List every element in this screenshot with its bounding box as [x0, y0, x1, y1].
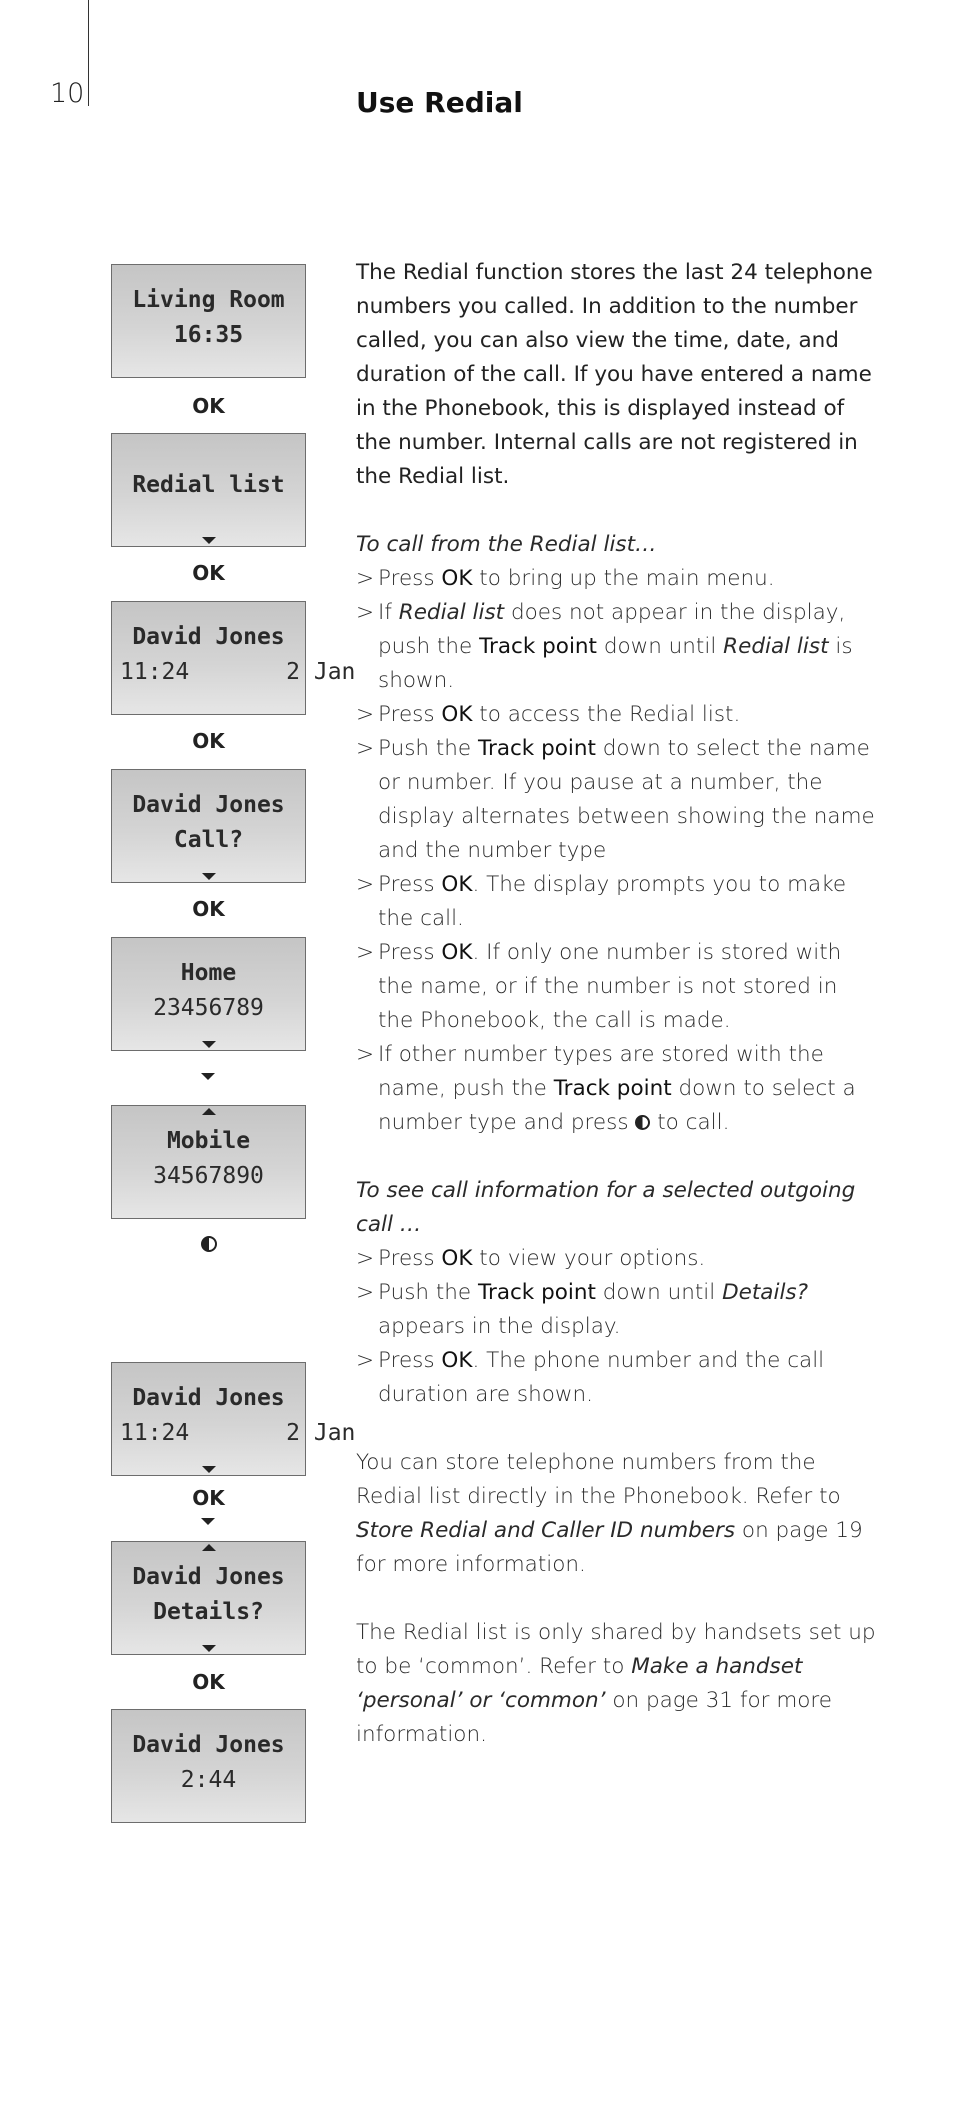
list-item: > Press OK to access the Redial list.	[356, 698, 876, 732]
scroll-down-icon	[202, 1645, 216, 1652]
display-redial-list: Redial list	[111, 433, 306, 547]
scroll-down-icon	[202, 537, 216, 544]
arrow-down-icon	[201, 1518, 215, 1525]
list-item: > Press OK. If only one number is stored with the name, or if the number is not stored in the Phonebook, the call is made.	[356, 936, 876, 1038]
call-info-steps-list	[356, 1242, 876, 1412]
half-circle-icon	[635, 1115, 650, 1130]
scroll-down-icon	[202, 873, 216, 880]
display-call-duration: David Jones 2:44	[111, 1709, 306, 1823]
scroll-up-icon	[202, 1108, 216, 1115]
ok-label: OK	[192, 1670, 225, 1694]
ok-label: OK	[192, 729, 225, 753]
section-heading-call-info: To see call information for a selected outgoing call …	[356, 1178, 856, 1237]
display-david-jones-time: David Jones 11:24 2 Jan	[111, 601, 306, 715]
ok-label: OK	[192, 394, 225, 418]
arrow-down-icon	[201, 1073, 215, 1080]
list-item: > If other number types are stored with the name, push the Track point down to select a number type and press to call.	[356, 1038, 876, 1140]
list-item: > Press OK. The phone number and the call duration are shown.	[356, 1344, 876, 1412]
display-home-number: Home 23456789	[111, 937, 306, 1051]
display-details-prompt: David Jones Details?	[111, 1541, 306, 1655]
call-half-circle-icon	[201, 1236, 217, 1252]
display-call-prompt: David Jones Call?	[111, 769, 306, 883]
display-mobile-number: Mobile 34567890	[111, 1105, 306, 1219]
phonebook-paragraph: You can store telephone numbers from the Redial list directly in the Phonebook. Refer to Store Redial and Caller ID numbers on page 19 for more information.	[356, 1450, 863, 1577]
scroll-down-icon	[202, 1466, 216, 1473]
section-heading-call: To call from the Redial list…	[356, 532, 657, 557]
intro-paragraph: The Redial function stores the last 24 telephone numbers you called. In addition to the number called, you can also view the time, date, and duration of the call. If you have entered a name in the Phonebook, this is displayed instead of the number. Internal calls are not registered in the Redial list.	[356, 260, 873, 489]
display-david-jones-time-2: David Jones 11:24 2 Jan	[111, 1362, 306, 1476]
call-steps-list	[356, 562, 876, 1140]
ok-label: OK	[192, 561, 225, 585]
display-living-room: Living Room 16:35	[111, 264, 306, 378]
list-item: > Press OK to view your options.	[356, 1242, 876, 1276]
body-text	[356, 256, 876, 1752]
list-item: > If Redial list does not appear in the display, push the Track point down until Redial list is shown.	[356, 596, 876, 698]
page-title: Use Redial	[356, 86, 523, 119]
list-item: > Push the Track point down until Details? appears in the display.	[356, 1276, 876, 1344]
ok-label: OK	[192, 1486, 225, 1510]
margin-rule	[88, 0, 89, 106]
list-item: > Press OK. The display prompts you to make the call.	[356, 868, 876, 936]
scroll-up-icon	[202, 1544, 216, 1551]
list-item: > Press OK to bring up the main menu.	[356, 562, 876, 596]
ok-label: OK	[192, 897, 225, 921]
page-number: 10	[50, 78, 85, 109]
common-handset-paragraph: The Redial list is only shared by handsets set up to be ‘common’. Refer to Make a handset ‘personal’ or ‘common’ on page 31 for more information.	[356, 1620, 876, 1747]
list-item: > Push the Track point down to select the name or number. If you pause at a number, the display alternates between showing the name and the number type	[356, 732, 876, 868]
scroll-down-icon	[202, 1041, 216, 1048]
